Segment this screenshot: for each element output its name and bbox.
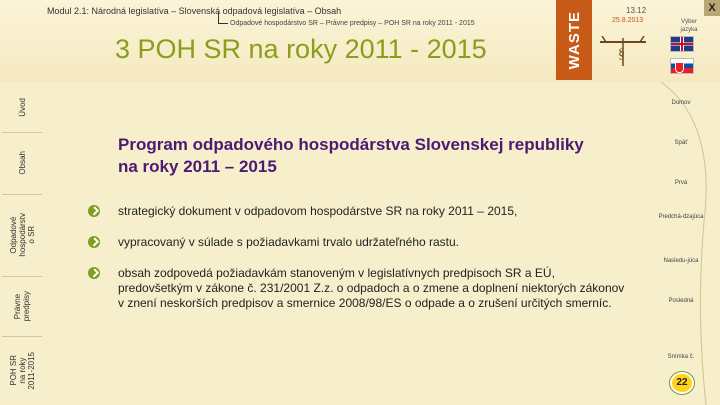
nav-home-link[interactable]: Domov <box>671 100 691 106</box>
tab-odpadove-hospodarstvo[interactable]: Odpadové hospodárstv o SR <box>8 213 36 257</box>
tab-poh-sr[interactable]: POH SR na roky 2011-2015 <box>8 351 36 390</box>
waste-logo <box>556 0 592 80</box>
slide-number-badge: 22 <box>670 372 694 394</box>
content-title: Program odpadového hospodárstva Slovenskej republiky na roky 2011 – 2015 <box>118 135 584 176</box>
list-item: strategický dokument v odpadovom hospodárstve SR na roky 2011 – 2015, <box>86 204 626 219</box>
paragraph-sign-text: § <box>618 47 625 62</box>
bullet-list <box>86 204 626 327</box>
page-title: 3 POH SR na roky 2011 - 2015 <box>115 34 487 64</box>
date-full: 25.8.2013 <box>612 17 644 24</box>
sub-breadcrumb: Odpadové hospodárstvo SR – Právne predpisy – POH SR na roky 2011 - 2015 <box>230 20 475 27</box>
check-bullet-icon <box>88 205 100 217</box>
tab-pravne-predpisy[interactable]: Právne predpisy <box>13 290 31 322</box>
right-navigation <box>656 82 720 405</box>
list-item: vypracovaný v súlade s požiadavkami trvalo udržateľného rastu. <box>86 235 626 250</box>
tab-obsah[interactable]: Obsah <box>17 151 27 175</box>
logo-text: WASTE <box>565 10 583 70</box>
slovak-flag-button[interactable] <box>670 58 694 74</box>
date-number: 13.12 <box>626 6 647 15</box>
main-content <box>46 82 656 405</box>
check-bullet-icon <box>88 236 100 248</box>
breadcrumb: Modul 2.1: Národná legislatíva – Slovenská odpadová legislatíva – Obsah <box>47 6 342 16</box>
nav-first-link[interactable]: Prvá <box>674 180 688 186</box>
paragraph-sign-icon <box>598 36 648 66</box>
check-bullet-icon <box>88 267 100 279</box>
nav-last-link[interactable]: Posledná <box>668 298 694 304</box>
tab-uvod[interactable]: Úvod <box>17 97 27 117</box>
left-tab-bar <box>0 82 44 405</box>
nav-previous-link[interactable]: Predchá-dzajúca <box>658 214 704 220</box>
close-button[interactable]: X <box>704 0 720 16</box>
nav-next-link[interactable]: Nasledu-júca <box>663 258 699 264</box>
breadcrumb-connector <box>218 12 228 24</box>
language-label: Výber jazyka <box>680 19 698 33</box>
slide-label: Snímka č. <box>667 354 695 360</box>
english-flag-button[interactable] <box>670 36 694 52</box>
nav-back-link[interactable]: Späť <box>674 140 688 146</box>
list-item: obsah zodpovedá požiadavkám stanoveným v legislatívnych predpisoch SR a EÚ, predovšetkým v zákone č. 231/2001 Z.z. o odpadoch a o zmene a doplnení niektorých zákonov v znení neskorších predpisov a smernice 2008/98/ES o odpade a o zrušení určitých smerníc. <box>86 266 626 311</box>
header <box>0 0 720 82</box>
